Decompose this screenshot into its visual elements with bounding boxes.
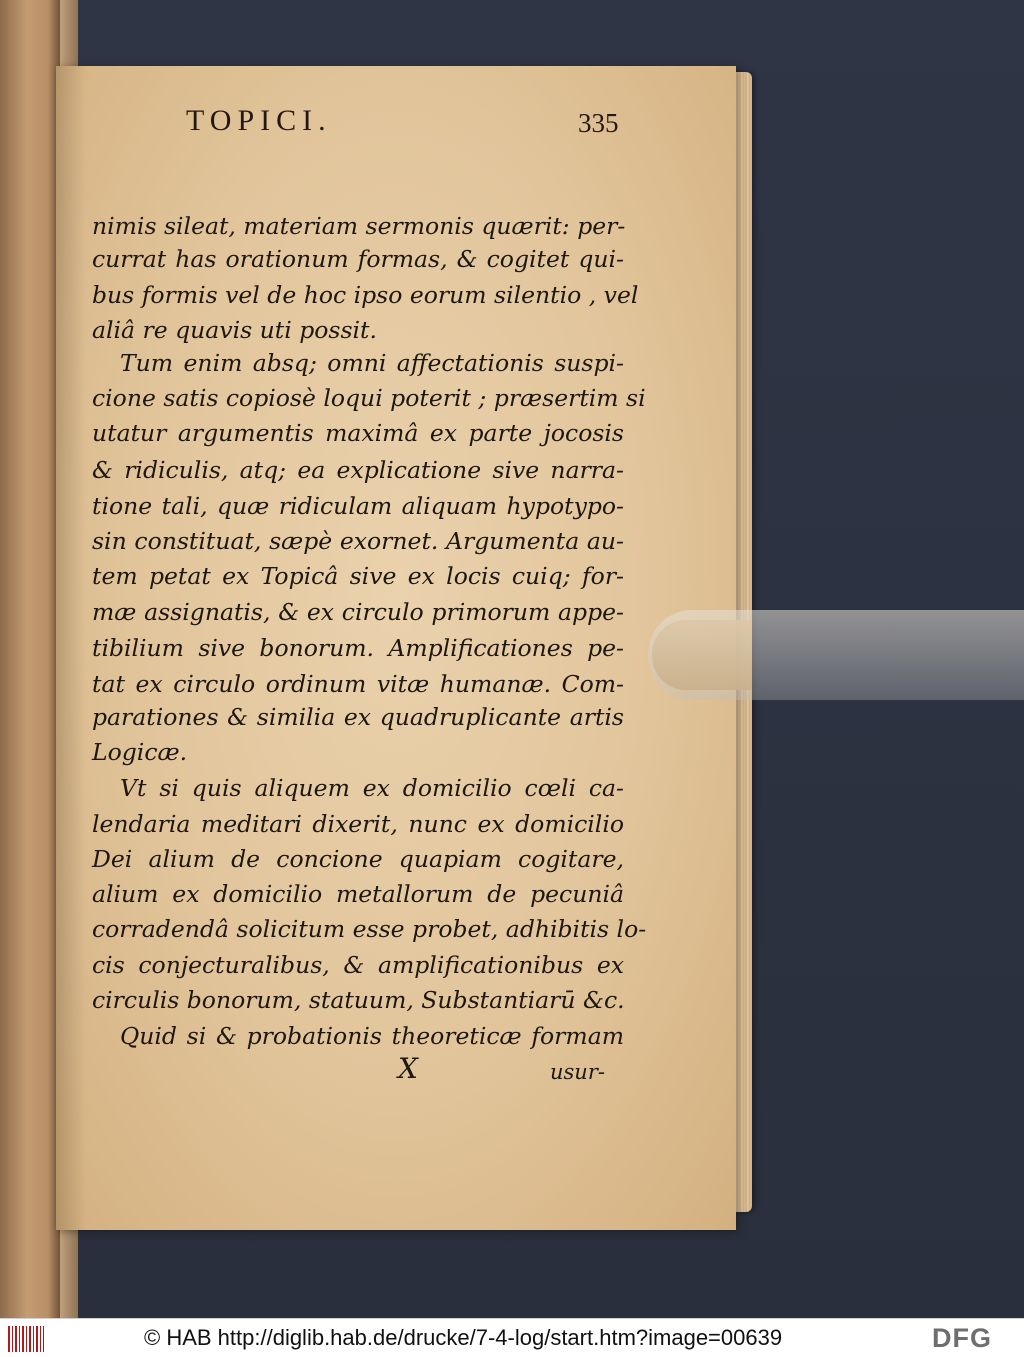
catchword: usur-	[550, 1060, 605, 1084]
text-line: utatur argumentis maximâ ex parte jocosis	[92, 419, 624, 447]
text-line: parationes & similia ex quadruplicante artis	[92, 703, 624, 731]
text-line: circulis bonorum, statuum, Substantiarū &c.	[92, 986, 625, 1014]
text-line: Quid si & probationis theoreticæ formam	[120, 1022, 624, 1050]
text-line: bus formis vel de hoc ipso eorum silentio , vel	[92, 281, 639, 309]
text-line: tione tali, quæ ridiculam aliquam hypotypo-	[92, 492, 624, 520]
text-line: mæ assignatis, & ex circulo primorum appe-	[92, 598, 624, 626]
text-line: Tum enim absq; omni affectationis suspi-	[120, 349, 624, 377]
text-line: nimis sileat, materiam sermonis quærit: per-	[92, 212, 626, 240]
text-line: Logicæ.	[92, 738, 188, 766]
text-line: sin constituat, sæpè exornet. Argumenta au-	[92, 527, 624, 555]
page-holder-clip	[648, 610, 1024, 700]
text-line: corradendâ solicitum esse probet, adhibitis lo-	[92, 915, 647, 943]
text-line: & ridiculis, atq; ea explicatione sive narra-	[92, 456, 624, 484]
signature-mark: X	[398, 1052, 418, 1085]
text-line: aliâ re quavis uti possit.	[92, 316, 377, 344]
page-number: 335	[578, 108, 619, 138]
text-line: cione satis copiosè loqui poterit ; præsertim si	[92, 384, 646, 412]
copyright-link[interactable]: © HAB http://diglib.hab.de/drucke/7-4-log/start.htm?image=00639	[144, 1325, 783, 1350]
left-page-edge	[0, 0, 60, 1318]
text-line: tem petat ex Topicâ sive ex locis cuiq; for-	[92, 562, 624, 590]
text-line: tat ex circulo ordinum vitæ humanæ. Com-	[92, 670, 624, 698]
gutter-shadow	[56, 66, 86, 1230]
text-line: cis conjecturalibus, & amplificationibus ex	[92, 951, 624, 979]
barcode-icon	[8, 1326, 44, 1352]
text-line: tibilium sive bonorum. Amplificationes pe-	[92, 634, 624, 662]
text-line: alium ex domicilio metallorum de pecuniâ	[92, 880, 624, 908]
text-line: currat has orationum formas, & cogitet qui-	[92, 245, 624, 273]
running-header: TOPICI.	[186, 104, 332, 137]
text-line: Dei alium de concione quapiam cogitare,	[92, 845, 624, 873]
dfg-logo: DFG	[932, 1323, 992, 1353]
text-line: lendaria meditari dixerit, nunc ex domicilio	[92, 810, 624, 838]
clip-tip	[652, 620, 752, 690]
text-line: Vt si quis aliquem ex domicilio cœli ca-	[120, 774, 624, 802]
footer-bar	[0, 1318, 1024, 1357]
